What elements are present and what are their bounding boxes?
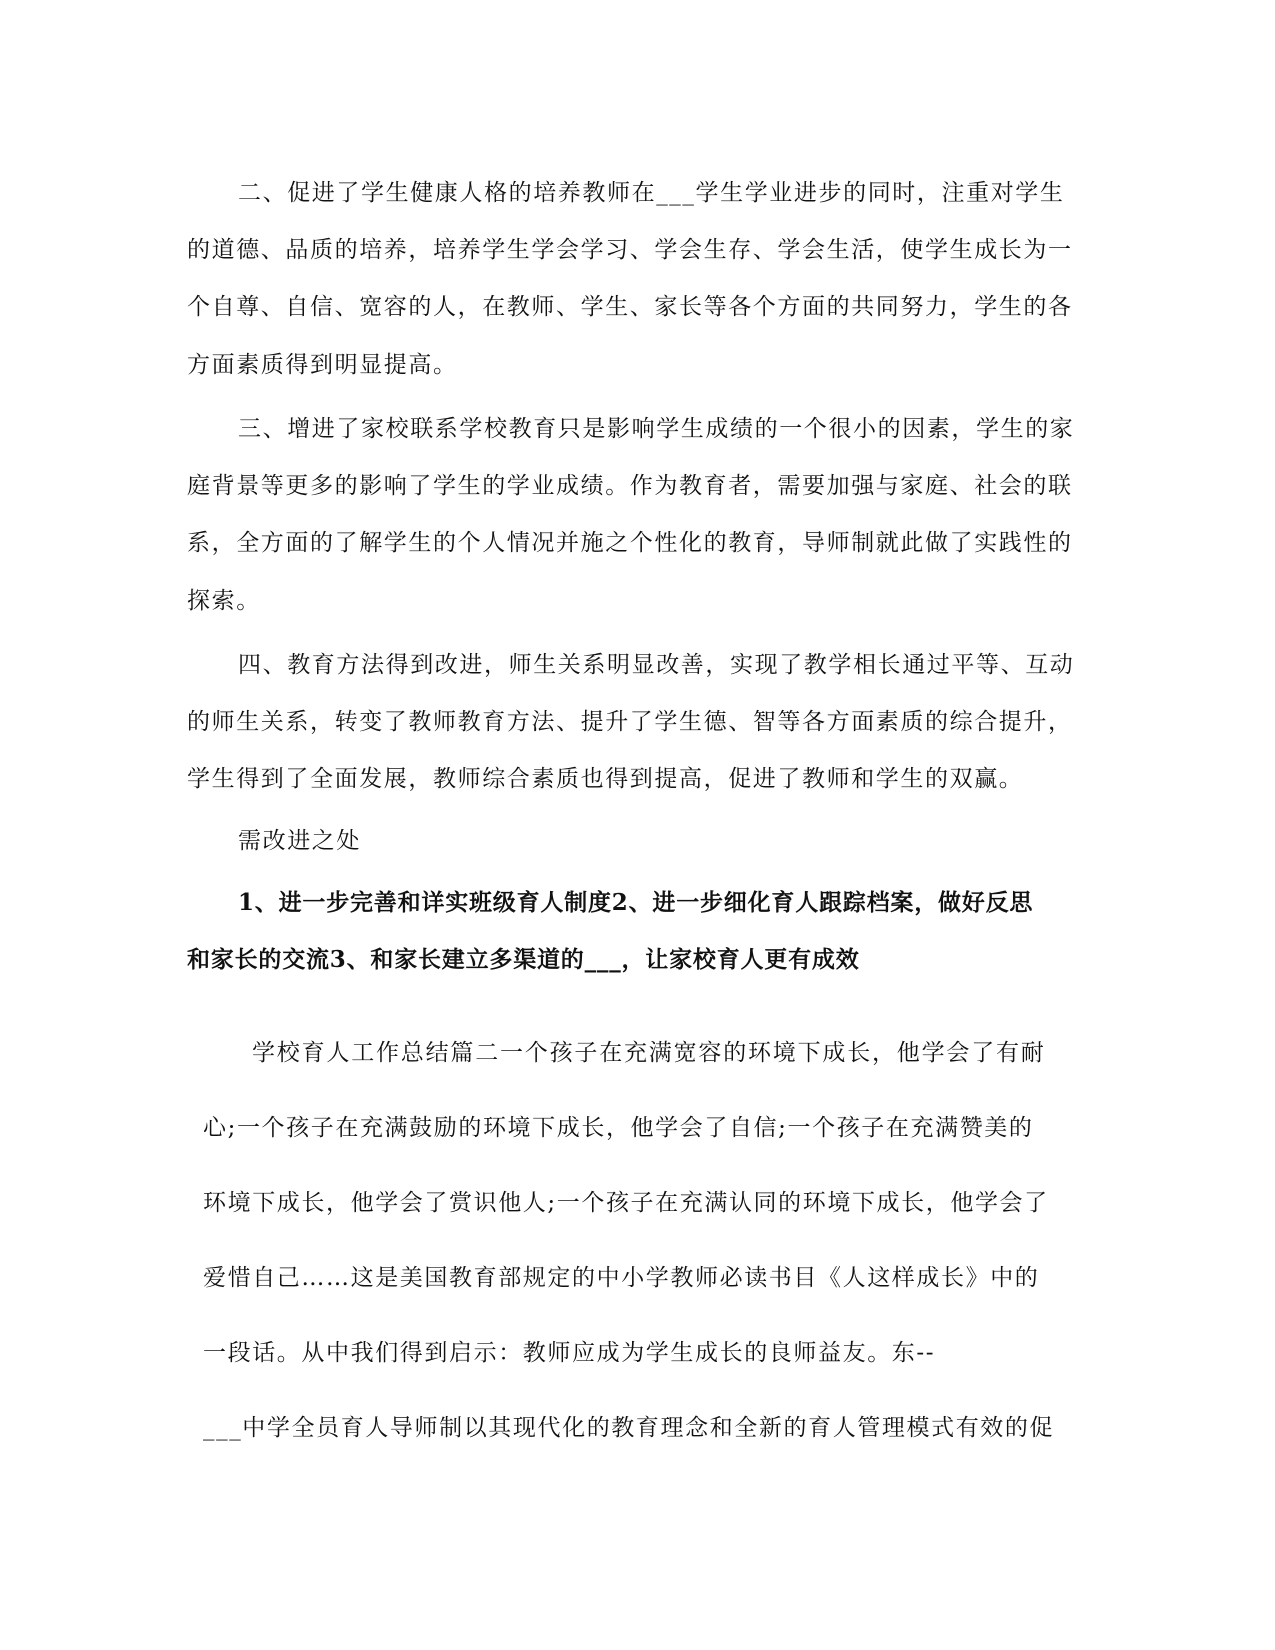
improvement-heading: 需改进之处 — [238, 828, 361, 854]
section-two-line: 环境下成长，他学会了赏识他人;一个孩子在充满认同的环境下成长，他学会了 — [203, 1190, 1049, 1216]
text-line: 二、促进了学生健康人格的培养教师在___学生学业进步的同时，注重对学生 — [238, 180, 1065, 206]
section-two-line: 爱惜自己……这是美国教育部规定的中小学教师必读书目《人这样成长》中的 — [203, 1265, 1040, 1291]
improvement-item-line: 和家长的交流3、和家长建立多渠道的___，让家校育人更有成效 — [187, 946, 860, 973]
text-line: 探索。 — [187, 588, 261, 614]
text-line: 庭背景等更多的影响了学生的学业成绩。作为教育者，需要加强与家庭、社会的联 — [187, 473, 1073, 499]
section-two-line: 学校育人工作总结篇二一个孩子在充满宽容的环境下成长，他学会了有耐 — [252, 1040, 1046, 1066]
text-line: 学生得到了全面发展，教师综合素质也得到提高，促进了教师和学生的双赢。 — [187, 766, 1024, 792]
text-line: 系，全方面的了解学生的个人情况并施之个性化的教育，导师制就此做了实践性的 — [187, 530, 1073, 556]
text-line: 的师生关系，转变了教师教育方法、提升了学生德、智等各方面素质的综合提升， — [187, 709, 1073, 735]
text-line: 四、教育方法得到改进，师生关系明显改善，实现了教学相长通过平等、互动 — [238, 652, 1075, 678]
improvement-item-line: 1、进一步完善和详实班级育人制度2、进一步细化育人跟踪档案，做好反思 — [238, 889, 1034, 916]
text-line: 个自尊、自信、宽容的人，在教师、学生、家长等各个方面的共同努力，学生的各 — [187, 294, 1073, 320]
section-two-line: ___中学全员育人导师制以其现代化的教育理念和全新的育人管理模式有效的促 — [203, 1415, 1055, 1441]
text-line: 的道德、品质的培养，培养学生学会学习、学会生存、学会生活，使学生成长为一 — [187, 237, 1073, 263]
text-line: 方面素质得到明显提高。 — [187, 352, 458, 378]
section-two-line: 心;一个孩子在充满鼓励的环境下成长，他学会了自信;一个孩子在充满赞美的 — [203, 1115, 1034, 1141]
section-two-line: 一段话。从中我们得到启示：教师应成为学生成长的良师益友。东-- — [203, 1340, 936, 1366]
text-line: 三、增进了家校联系学校教育只是影响学生成绩的一个很小的因素，学生的家 — [238, 416, 1075, 442]
